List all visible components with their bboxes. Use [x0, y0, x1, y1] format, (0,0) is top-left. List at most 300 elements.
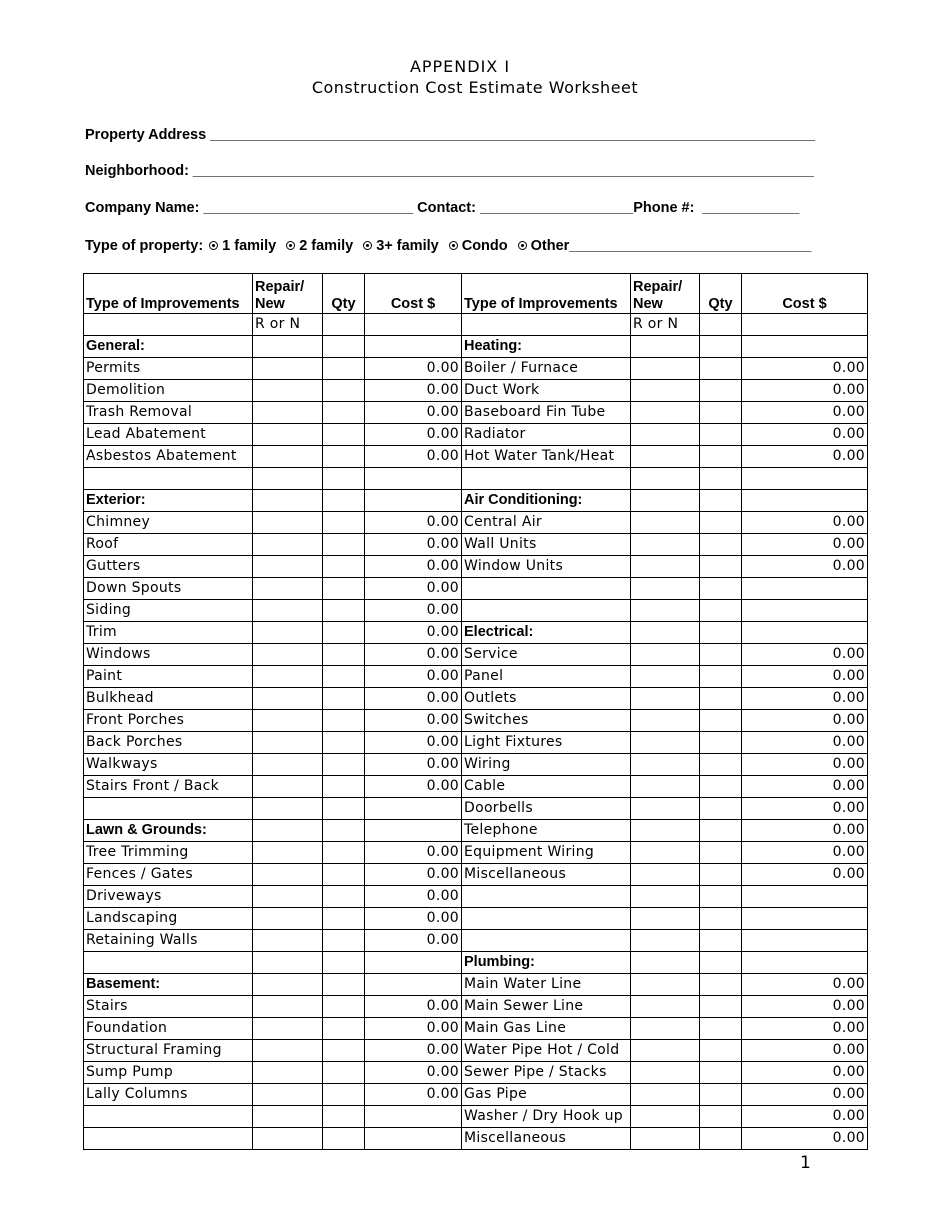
qty-cell[interactable] [323, 578, 365, 600]
repair-new-cell[interactable] [631, 534, 700, 556]
cost-cell[interactable] [365, 336, 462, 358]
qty-cell[interactable] [323, 336, 365, 358]
repair-new-cell[interactable] [253, 644, 323, 666]
item-label: Service [462, 644, 631, 666]
table-row [84, 512, 868, 534]
qty-cell[interactable] [700, 776, 742, 798]
qty-cell[interactable] [700, 820, 742, 842]
cost-cell[interactable]: 0.00 [742, 754, 868, 776]
table-row [84, 578, 868, 600]
repair-new-cell[interactable] [631, 1018, 700, 1040]
cost-cell[interactable] [742, 930, 868, 952]
cost-cell[interactable] [742, 490, 868, 512]
cost-cell[interactable]: 0.00 [365, 864, 462, 886]
repair-new-cell[interactable] [253, 556, 323, 578]
repair-new-cell[interactable] [253, 1106, 323, 1128]
cost-cell[interactable]: 0.00 [742, 1062, 868, 1084]
repair-new-cell[interactable] [253, 578, 323, 600]
repair-new-cell[interactable] [631, 974, 700, 996]
qty-cell[interactable] [700, 974, 742, 996]
repair-new-cell[interactable] [253, 754, 323, 776]
item-label: Miscellaneous [462, 864, 631, 886]
cost-cell[interactable]: 0.00 [365, 424, 462, 446]
property-address-field[interactable]: Property Address ___________________________________________________________________________ [85, 127, 815, 143]
page-title: Construction Cost Estimate Worksheet [311, 78, 639, 97]
cost-cell[interactable] [365, 952, 462, 974]
cost-cell[interactable]: 0.00 [365, 380, 462, 402]
cost-cell[interactable]: 0.00 [742, 380, 868, 402]
neighborhood-field[interactable]: Neighborhood: _____________________________________________________________________________ [85, 163, 814, 179]
item-label: Back Porches [84, 732, 253, 754]
qty-cell[interactable] [700, 446, 742, 468]
qty-cell[interactable] [700, 534, 742, 556]
cost-cell[interactable] [742, 578, 868, 600]
repair-new-cell[interactable] [253, 622, 323, 644]
phone-field[interactable]: Phone #: ____________ [633, 200, 800, 216]
repair-new-cell[interactable] [253, 952, 323, 974]
cost-cell[interactable]: 0.00 [742, 1106, 868, 1128]
repair-new-cell[interactable] [631, 578, 700, 600]
cost-cell[interactable] [365, 820, 462, 842]
qty-cell[interactable] [700, 996, 742, 1018]
cost-cell[interactable]: 0.00 [365, 534, 462, 556]
repair-new-cell[interactable] [631, 402, 700, 424]
repair-new-cell[interactable] [631, 996, 700, 1018]
qty-cell[interactable] [323, 842, 365, 864]
cost-cell[interactable]: 0.00 [742, 1128, 868, 1150]
qty-cell[interactable] [700, 930, 742, 952]
cost-cell[interactable]: 0.00 [365, 600, 462, 622]
item-label [84, 1128, 253, 1150]
qty-cell[interactable] [323, 644, 365, 666]
repair-new-cell[interactable] [253, 1018, 323, 1040]
cost-cell[interactable]: 0.00 [365, 402, 462, 424]
cost-cell[interactable]: 0.00 [742, 776, 868, 798]
qty-cell[interactable] [323, 688, 365, 710]
repair-new-cell[interactable] [631, 666, 700, 688]
table-row [84, 644, 868, 666]
cost-cell[interactable]: 0.00 [742, 1040, 868, 1062]
repair-new-cell[interactable] [253, 732, 323, 754]
cost-cell[interactable]: 0.00 [742, 446, 868, 468]
qty-cell[interactable] [700, 1018, 742, 1040]
qty-cell[interactable] [700, 358, 742, 380]
col-header-repair-new: Repair/ New [631, 274, 700, 314]
repair-new-cell[interactable] [631, 886, 700, 908]
repair-new-cell[interactable] [631, 864, 700, 886]
table-row [84, 622, 868, 644]
qty-cell[interactable] [323, 732, 365, 754]
qty-cell[interactable] [700, 578, 742, 600]
item-label: Siding [84, 600, 253, 622]
repair-new-cell[interactable] [631, 468, 700, 490]
item-label: Chimney [84, 512, 253, 534]
qty-cell[interactable] [700, 622, 742, 644]
cost-cell[interactable]: 0.00 [365, 754, 462, 776]
repair-new-cell[interactable] [631, 446, 700, 468]
repair-new-cell[interactable] [253, 468, 323, 490]
property-type-radio[interactable] [449, 241, 458, 250]
qty-cell[interactable] [323, 754, 365, 776]
repair-new-cell[interactable] [253, 600, 323, 622]
property-type-option-label: Other______________________________ [530, 238, 812, 254]
property-type-radio[interactable] [518, 241, 527, 250]
repair-new-cell[interactable] [631, 842, 700, 864]
item-label: Paint [84, 666, 253, 688]
repair-new-cell[interactable] [253, 336, 323, 358]
cost-cell[interactable]: 0.00 [742, 534, 868, 556]
qty-cell[interactable] [700, 754, 742, 776]
qty-cell[interactable] [700, 732, 742, 754]
cost-cell[interactable]: 0.00 [742, 644, 868, 666]
repair-new-cell[interactable] [631, 930, 700, 952]
repair-new-cell[interactable] [253, 1128, 323, 1150]
cost-cell[interactable]: 0.00 [742, 402, 868, 424]
qty-cell[interactable] [700, 424, 742, 446]
qty-cell[interactable] [700, 688, 742, 710]
repair-new-cell[interactable] [253, 380, 323, 402]
table-cell [323, 314, 365, 336]
item-label: Roof [84, 534, 253, 556]
cost-cell[interactable] [365, 468, 462, 490]
item-label: Lally Columns [84, 1084, 253, 1106]
qty-cell[interactable] [323, 710, 365, 732]
qty-cell[interactable] [700, 556, 742, 578]
cost-cell[interactable] [742, 886, 868, 908]
cost-cell[interactable]: 0.00 [742, 996, 868, 1018]
cost-cell[interactable]: 0.00 [365, 512, 462, 534]
cost-cell[interactable]: 0.00 [742, 424, 868, 446]
cost-cell[interactable]: 0.00 [742, 358, 868, 380]
qty-cell[interactable] [700, 644, 742, 666]
repair-new-cell[interactable] [631, 732, 700, 754]
cost-cell[interactable]: 0.00 [742, 512, 868, 534]
item-label: Trim [84, 622, 253, 644]
qty-cell[interactable] [700, 600, 742, 622]
cost-cell[interactable]: 0.00 [365, 644, 462, 666]
qty-cell[interactable] [700, 798, 742, 820]
repair-new-cell[interactable] [253, 710, 323, 732]
contact-field[interactable]: Contact: ___________________ [417, 200, 634, 216]
repair-new-cell[interactable] [631, 512, 700, 534]
qty-cell[interactable] [323, 798, 365, 820]
cost-cell[interactable]: 0.00 [365, 688, 462, 710]
qty-cell[interactable] [323, 380, 365, 402]
item-label: Lead Abatement [84, 424, 253, 446]
cost-cell[interactable]: 0.00 [365, 1062, 462, 1084]
repair-new-cell[interactable] [631, 336, 700, 358]
item-label: Walkways [84, 754, 253, 776]
repair-new-cell[interactable] [253, 490, 323, 512]
section-heading: Basement: [84, 974, 253, 996]
repair-new-cell[interactable] [253, 864, 323, 886]
property-type-option-label: 2 family [299, 238, 354, 254]
repair-new-cell[interactable] [631, 688, 700, 710]
qty-cell[interactable] [700, 842, 742, 864]
cost-cell[interactable] [742, 952, 868, 974]
cost-cell[interactable] [365, 490, 462, 512]
repair-new-cell[interactable] [253, 776, 323, 798]
qty-cell[interactable] [323, 1018, 365, 1040]
repair-new-cell[interactable] [253, 798, 323, 820]
table-row [84, 358, 868, 380]
qty-cell[interactable] [700, 1106, 742, 1128]
cost-cell[interactable]: 0.00 [365, 996, 462, 1018]
repair-new-cell[interactable] [253, 1040, 323, 1062]
repair-new-cell[interactable] [253, 886, 323, 908]
qty-cell[interactable] [323, 402, 365, 424]
item-label: Miscellaneous [462, 1128, 631, 1150]
repair-new-cell[interactable] [253, 688, 323, 710]
qty-cell[interactable] [700, 490, 742, 512]
qty-cell[interactable] [700, 512, 742, 534]
repair-new-cell[interactable] [631, 490, 700, 512]
cost-cell[interactable] [365, 1128, 462, 1150]
col-header-type: Type of Improvements [462, 274, 631, 314]
repair-new-cell[interactable] [253, 1062, 323, 1084]
repair-new-cell[interactable] [253, 534, 323, 556]
table-row [84, 1040, 868, 1062]
repair-new-cell[interactable] [631, 644, 700, 666]
repair-new-cell[interactable] [631, 776, 700, 798]
repair-new-cell[interactable] [631, 1062, 700, 1084]
qty-cell[interactable] [323, 424, 365, 446]
repair-new-cell[interactable] [253, 358, 323, 380]
item-label: Cable [462, 776, 631, 798]
qty-cell[interactable] [700, 1040, 742, 1062]
qty-cell[interactable] [323, 446, 365, 468]
qty-cell[interactable] [323, 1084, 365, 1106]
property-type-radio[interactable] [363, 241, 372, 250]
item-label [84, 468, 253, 490]
repair-new-cell[interactable] [253, 842, 323, 864]
repair-new-cell[interactable] [631, 1084, 700, 1106]
repair-new-cell[interactable] [631, 754, 700, 776]
cost-cell[interactable]: 0.00 [365, 710, 462, 732]
item-label: Down Spouts [84, 578, 253, 600]
repair-new-cell[interactable] [253, 908, 323, 930]
cost-cell[interactable]: 0.00 [742, 1084, 868, 1106]
cost-cell[interactable]: 0.00 [365, 446, 462, 468]
cost-cell[interactable] [365, 798, 462, 820]
repair-new-cell[interactable] [253, 820, 323, 842]
repair-new-cell[interactable] [631, 820, 700, 842]
repair-new-cell[interactable] [631, 798, 700, 820]
qty-cell[interactable] [700, 952, 742, 974]
cost-cell[interactable]: 0.00 [365, 556, 462, 578]
cost-cell[interactable] [742, 468, 868, 490]
table-row [84, 1062, 868, 1084]
cost-cell[interactable]: 0.00 [742, 974, 868, 996]
repair-new-cell[interactable] [631, 622, 700, 644]
property-type-radio[interactable] [286, 241, 295, 250]
item-label: Sump Pump [84, 1062, 253, 1084]
cost-cell[interactable]: 0.00 [742, 688, 868, 710]
repair-new-cell[interactable] [631, 908, 700, 930]
repair-new-cell[interactable] [631, 1128, 700, 1150]
item-label: Sewer Pipe / Stacks [462, 1062, 631, 1084]
repair-new-cell[interactable] [631, 380, 700, 402]
table-row [84, 842, 868, 864]
qty-cell[interactable] [700, 864, 742, 886]
item-label: Panel [462, 666, 631, 688]
table-row [84, 468, 868, 490]
table-row [84, 380, 868, 402]
qty-cell[interactable] [700, 1062, 742, 1084]
repair-new-cell[interactable] [253, 1084, 323, 1106]
item-label: Switches [462, 710, 631, 732]
qty-cell[interactable] [323, 1062, 365, 1084]
table-row [84, 864, 868, 886]
item-label [84, 798, 253, 820]
cost-cell[interactable] [742, 600, 868, 622]
qty-cell[interactable] [323, 930, 365, 952]
cost-cell[interactable] [365, 974, 462, 996]
item-label: Wiring [462, 754, 631, 776]
cost-cell[interactable] [742, 336, 868, 358]
item-label: Doorbells [462, 798, 631, 820]
section-heading: General: [84, 336, 253, 358]
section-heading: Air Conditioning: [462, 490, 631, 512]
item-label: Tree Trimming [84, 842, 253, 864]
cost-cell[interactable]: 0.00 [742, 842, 868, 864]
cost-cell[interactable]: 0.00 [365, 930, 462, 952]
qty-cell[interactable] [700, 1084, 742, 1106]
property-type-option-label: Condo [461, 238, 508, 254]
repair-new-cell[interactable] [631, 600, 700, 622]
repair-new-cell[interactable] [253, 974, 323, 996]
cost-cell[interactable] [742, 622, 868, 644]
repair-new-cell[interactable] [631, 556, 700, 578]
qty-cell[interactable] [323, 974, 365, 996]
repair-new-cell[interactable] [253, 996, 323, 1018]
repair-new-cell[interactable] [631, 1040, 700, 1062]
cost-cell[interactable] [742, 908, 868, 930]
qty-cell[interactable] [700, 908, 742, 930]
repair-new-cell[interactable] [631, 710, 700, 732]
qty-cell[interactable] [323, 600, 365, 622]
qty-cell[interactable] [323, 666, 365, 688]
cost-cell[interactable]: 0.00 [365, 1084, 462, 1106]
item-label [462, 600, 631, 622]
table-row [84, 930, 868, 952]
repair-new-cell[interactable] [253, 930, 323, 952]
cost-cell[interactable]: 0.00 [742, 666, 868, 688]
item-label: Trash Removal [84, 402, 253, 424]
qty-cell[interactable] [323, 952, 365, 974]
r-or-n-label: R or N [253, 314, 323, 336]
cost-cell[interactable]: 0.00 [365, 776, 462, 798]
item-label: Radiator [462, 424, 631, 446]
qty-cell[interactable] [323, 908, 365, 930]
repair-new-cell[interactable] [631, 424, 700, 446]
item-label: Permits [84, 358, 253, 380]
table-header-row [84, 274, 868, 314]
item-label: Outlets [462, 688, 631, 710]
qty-cell[interactable] [323, 468, 365, 490]
qty-cell[interactable] [323, 512, 365, 534]
property-type-radio[interactable] [209, 241, 218, 250]
qty-cell[interactable] [323, 886, 365, 908]
cost-cell[interactable]: 0.00 [742, 556, 868, 578]
repair-new-cell[interactable] [253, 402, 323, 424]
item-label: Window Units [462, 556, 631, 578]
cost-cell[interactable]: 0.00 [742, 710, 868, 732]
repair-new-cell[interactable] [253, 512, 323, 534]
item-label: Demolition [84, 380, 253, 402]
cost-cell[interactable]: 0.00 [742, 820, 868, 842]
cost-cell[interactable]: 0.00 [365, 358, 462, 380]
qty-cell[interactable] [700, 710, 742, 732]
repair-new-cell[interactable] [253, 424, 323, 446]
qty-cell[interactable] [323, 490, 365, 512]
item-label: Retaining Walls [84, 930, 253, 952]
cost-cell[interactable]: 0.00 [365, 622, 462, 644]
repair-new-cell[interactable] [253, 666, 323, 688]
qty-cell[interactable] [700, 402, 742, 424]
qty-cell[interactable] [700, 336, 742, 358]
cost-cell[interactable]: 0.00 [365, 908, 462, 930]
cost-cell[interactable] [365, 1106, 462, 1128]
table-cell [742, 314, 868, 336]
cost-cell[interactable]: 0.00 [742, 864, 868, 886]
item-label: Wall Units [462, 534, 631, 556]
qty-cell[interactable] [323, 1128, 365, 1150]
qty-cell[interactable] [323, 1040, 365, 1062]
table-cell [462, 314, 631, 336]
qty-cell[interactable] [323, 556, 365, 578]
property-type-label: Type of property: [85, 238, 204, 254]
qty-cell[interactable] [700, 886, 742, 908]
cost-cell[interactable]: 0.00 [365, 1040, 462, 1062]
repair-new-cell[interactable] [631, 358, 700, 380]
qty-cell[interactable] [323, 622, 365, 644]
cost-cell[interactable]: 0.00 [742, 798, 868, 820]
cost-cell[interactable]: 0.00 [365, 666, 462, 688]
repair-new-cell[interactable] [631, 952, 700, 974]
qty-cell[interactable] [700, 468, 742, 490]
cost-cell[interactable]: 0.00 [365, 886, 462, 908]
company-name-field[interactable]: Company Name: __________________________ [85, 200, 414, 216]
item-label: Front Porches [84, 710, 253, 732]
qty-cell[interactable] [700, 666, 742, 688]
qty-cell[interactable] [323, 1106, 365, 1128]
repair-new-cell[interactable] [631, 1106, 700, 1128]
qty-cell[interactable] [323, 864, 365, 886]
table-row [84, 996, 868, 1018]
repair-new-cell[interactable] [253, 446, 323, 468]
item-label: Hot Water Tank/Heat [462, 446, 631, 468]
table-row [84, 1128, 868, 1150]
qty-cell[interactable] [323, 358, 365, 380]
cost-cell[interactable]: 0.00 [365, 732, 462, 754]
qty-cell[interactable] [700, 1128, 742, 1150]
section-heading: Electrical: [462, 622, 631, 644]
cost-cell[interactable]: 0.00 [365, 842, 462, 864]
section-heading: Exterior: [84, 490, 253, 512]
cost-cell[interactable]: 0.00 [365, 1018, 462, 1040]
qty-cell[interactable] [323, 996, 365, 1018]
qty-cell[interactable] [323, 534, 365, 556]
qty-cell[interactable] [323, 820, 365, 842]
cost-cell[interactable]: 0.00 [742, 1018, 868, 1040]
table-row [84, 336, 868, 358]
company-contact-line [85, 200, 799, 216]
cost-cell[interactable]: 0.00 [365, 578, 462, 600]
cost-cell[interactable]: 0.00 [742, 732, 868, 754]
qty-cell[interactable] [323, 776, 365, 798]
qty-cell[interactable] [700, 380, 742, 402]
